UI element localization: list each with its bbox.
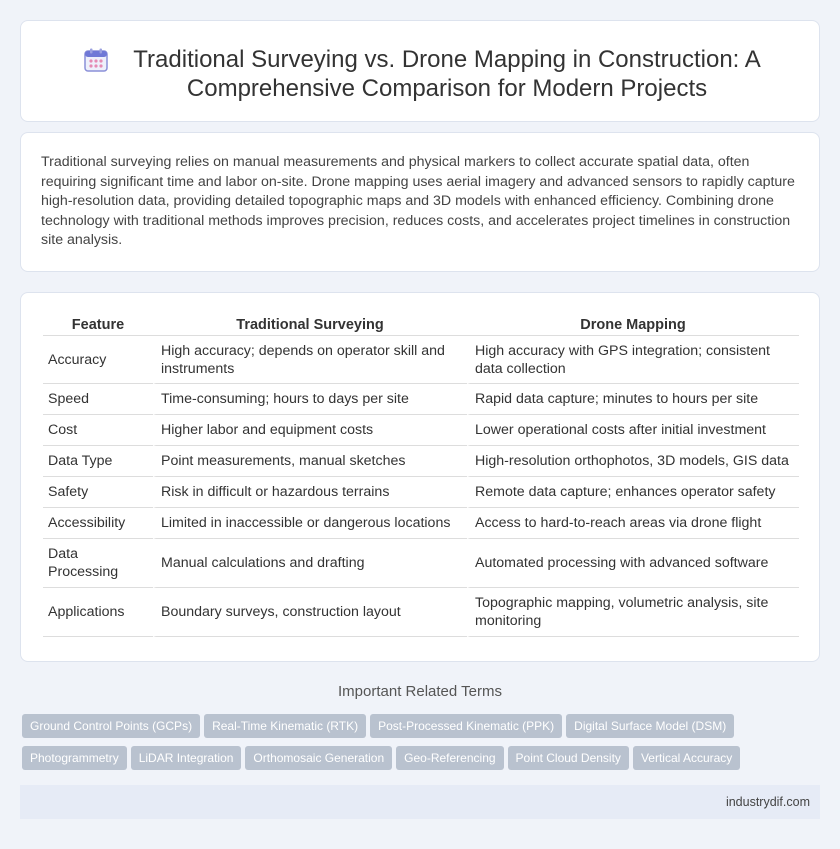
feature-cell: Speed (43, 384, 153, 415)
tag-photogrammetry[interactable]: Photogrammetry (22, 746, 127, 770)
tag-rtk[interactable]: Real-Time Kinematic (RTK) (204, 714, 366, 738)
traditional-cell: Boundary surveys, construction layout (153, 588, 467, 637)
intro-card (20, 132, 820, 272)
tag-vertical-accuracy[interactable]: Vertical Accuracy (633, 746, 740, 770)
table-row (43, 539, 799, 588)
table-row (43, 588, 799, 637)
traditional-cell: Point measurements, manual sketches (153, 446, 467, 477)
title-card (20, 20, 820, 122)
feature-cell: Cost (43, 415, 153, 446)
table-row (43, 446, 799, 477)
feature-cell: Applications (43, 588, 153, 637)
intro-paragraph: Traditional surveying relies on manual measurements and physical markers to collect accurate spatial data, often requiring significant time and labor on-site. Drone mapping uses aerial imagery and advanced sensors to rapidly capture high-resolution data, providing detailed topographic maps and 3D models with enhanced efficiency. Combining drone technology with traditional methods improves precision, reduces costs, and accelerates project timelines in construction site analysis. (41, 154, 795, 248)
footer (20, 785, 820, 819)
traditional-cell: Time-consuming; hours to days per site (153, 384, 467, 415)
table-row (43, 384, 799, 415)
table-row (43, 508, 799, 539)
tag-orthomosaic[interactable]: Orthomosaic Generation (245, 746, 392, 770)
related-terms-tags (22, 714, 822, 778)
drone-cell: Remote data capture; enhances operator safety (467, 477, 799, 508)
drone-cell: Lower operational costs after initial investment (467, 415, 799, 446)
drone-cell: Access to hard-to-reach areas via drone flight (467, 508, 799, 539)
traditional-cell: Higher labor and equipment costs (153, 415, 467, 446)
page-title: Traditional Surveying vs. Drone Mapping in Construction: A Comprehensive Comparison for Modern Projects (133, 46, 761, 102)
header-drone: Drone Mapping (467, 311, 799, 336)
feature-cell: Data Type (43, 446, 153, 477)
drone-cell: High accuracy with GPS integration; consistent data collection (467, 336, 799, 384)
tag-georeferencing[interactable]: Geo-Referencing (396, 746, 503, 770)
drone-cell: Automated processing with advanced software (467, 539, 799, 588)
traditional-cell: High accuracy; depends on operator skill and instruments (153, 336, 467, 384)
tag-point-cloud[interactable]: Point Cloud Density (508, 746, 629, 770)
header-traditional: Traditional Surveying (153, 311, 467, 336)
tag-lidar[interactable]: LiDAR Integration (131, 746, 242, 770)
feature-cell: Accessibility (43, 508, 153, 539)
tag-gcps[interactable]: Ground Control Points (GCPs) (22, 714, 200, 738)
traditional-cell: Limited in inaccessible or dangerous locations (153, 508, 467, 539)
drone-cell: Rapid data capture; minutes to hours per site (467, 384, 799, 415)
footer-site[interactable]: industrydif.com (725, 795, 810, 809)
table-row (43, 415, 799, 446)
header-feature: Feature (43, 311, 153, 336)
table-row (43, 336, 799, 384)
table-row (43, 477, 799, 508)
tag-dsm[interactable]: Digital Surface Model (DSM) (566, 714, 734, 738)
table-header-row (43, 311, 799, 336)
feature-cell: Safety (43, 477, 153, 508)
traditional-cell: Risk in difficult or hazardous terrains (153, 477, 467, 508)
calendar-icon (83, 47, 109, 73)
comparison-card (20, 292, 820, 662)
feature-cell: Data Processing (43, 539, 153, 588)
tag-ppk[interactable]: Post-Processed Kinematic (PPK) (370, 714, 562, 738)
traditional-cell: Manual calculations and drafting (153, 539, 467, 588)
related-terms-title: Important Related Terms (338, 683, 502, 700)
comparison-table (43, 311, 799, 637)
drone-cell: Topographic mapping, volumetric analysis, site monitoring (467, 588, 799, 637)
feature-cell: Accuracy (43, 336, 153, 384)
drone-cell: High-resolution orthophotos, 3D models, GIS data (467, 446, 799, 477)
